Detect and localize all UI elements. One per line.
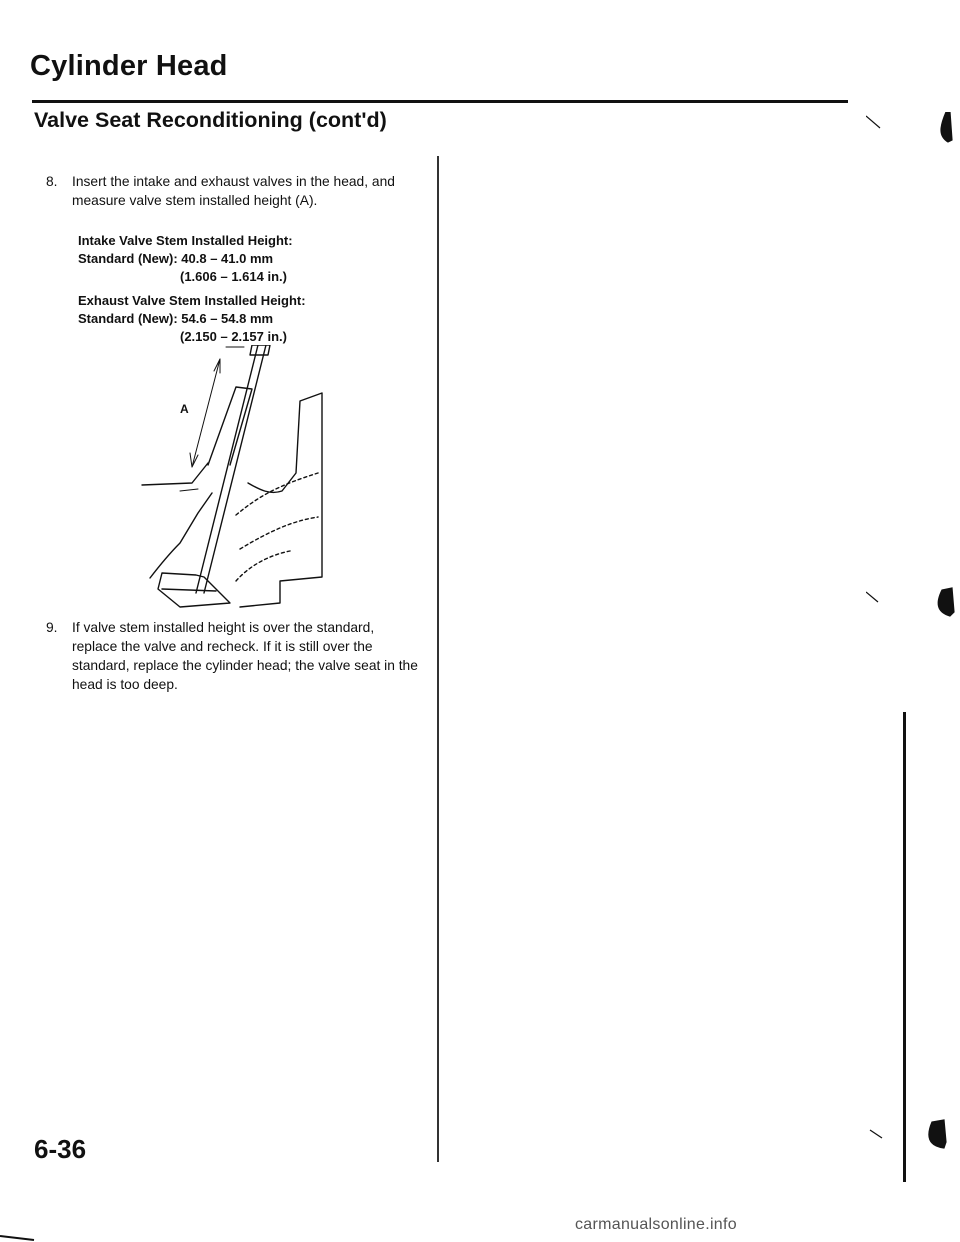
page-title: Cylinder Head <box>30 50 228 82</box>
corner-scan-mark <box>0 1232 40 1242</box>
head-right-wall <box>240 393 322 607</box>
column-divider <box>437 156 439 1162</box>
step-number: 9. <box>46 620 58 635</box>
intake-spec <box>78 232 418 286</box>
spec-label: Intake Valve Stem Installed Height: <box>78 233 293 248</box>
spec-label: Exhaust Valve Stem Installed Height: <box>78 293 306 308</box>
step-text: If valve stem installed height is over the standard, replace the valve and recheck. If it is still over the standard, replace the cylinder head; the valve seat in the head is too deep. <box>72 620 418 692</box>
valve-stem-height-diagram <box>140 345 360 615</box>
exhaust-spec <box>78 292 418 346</box>
step-text: Insert the intake and exhaust valves in the head, and measure valve stem installed height (A). <box>72 174 395 208</box>
spec-standard: Standard (New): 40.8 – 41.0 mm <box>78 251 274 266</box>
title-rule <box>32 100 848 103</box>
spec-imperial: (2.150 – 2.157 in.) <box>180 329 287 344</box>
head-left-floor <box>142 463 208 485</box>
callout-a-label: A <box>180 402 189 416</box>
page-number: 6-36 <box>34 1134 87 1164</box>
step-number: 8. <box>46 174 58 189</box>
section-title: Valve Seat Reconditioning (cont'd) <box>34 108 387 132</box>
watermark: carmanualsonline.info <box>575 1216 737 1233</box>
spec-standard: Standard (New): 54.6 – 54.8 mm <box>78 311 274 326</box>
binding-edge-marks <box>866 112 960 1242</box>
spec-imperial: (1.606 – 1.614 in.) <box>180 269 287 284</box>
